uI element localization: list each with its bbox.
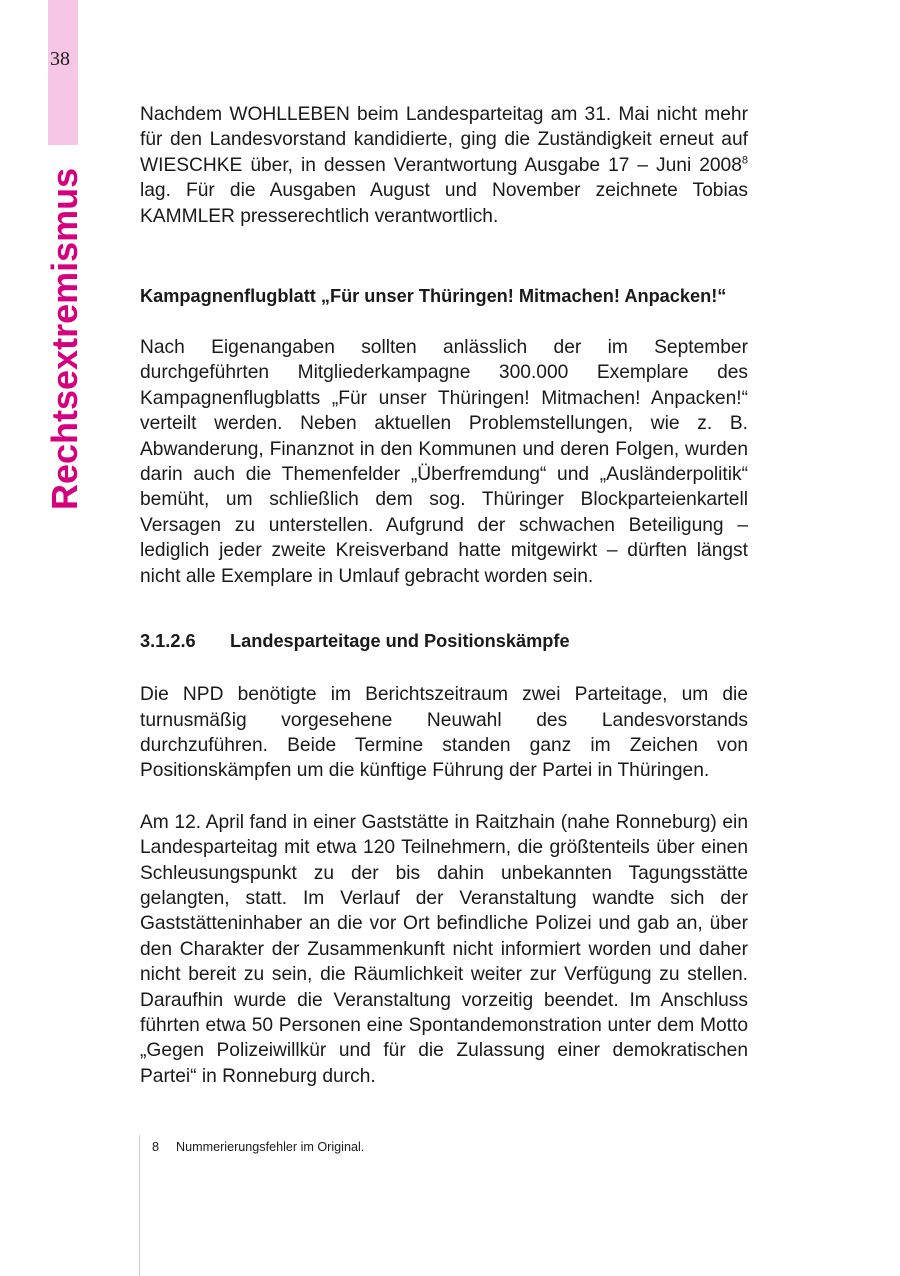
paragraph-1: [140, 102, 748, 229]
section-number: 3.1.2.6: [140, 631, 196, 652]
footnote-divider: [139, 1135, 140, 1276]
paragraph-2: Nach Eigenangaben sollten anlässlich der im September durchgeführten Mitgliederkampagne 300.000 Exemplare des Kampagnenflugblatts „Für unser Thüringen! Mitmachen! Anpacken!“ verteilt werden. Neben aktuellen Problemstellungen, wie z. B. Abwanderung, Finanznot in den Kommunen und deren Folgen, wurden darin auch die Themenfelder „Überfremdung“ und „Ausländerpolitik“ bemüht, um schließlich dem sog. Thüringer Blockparteienkartell Versagen zu unterstellen. Aufgrund der schwachen Beteiligung – lediglich jeder zweite Kreisverband hatte mitgewirkt – dürften längst nicht alle Exemplare in Umlauf gebracht worden sein.: [140, 337, 748, 587]
paragraph-4: Am 12. April fand in einer Gaststätte in Raitzhain (nahe Ronneburg) ein Landesparteitag mit etwa 120 Teilnehmern, die größtenteils über einen Schleusungspunkt zu der bis dahin unbekannten Tagungsstätte gelangten, statt. Im Verlauf der Veranstaltung wandte sich der Gaststätteninhaber an die vor Ort befindliche Polizei und gab an, über den Charakter der Zusammenkunft nicht informiert worden und daher nicht bereit zu sein, die Räumlichkeit weiter zur Verfügung zu stellen. Daraufhin wurde die Veranstaltung vorzeitig beendet. Im Anschluss führten etwa 50 Personen eine Spontandemonstration unter dem Motto „Gegen Polizeiwillkür und für die Zulassung einer demokratischen Partei“ in Ronneburg durch.: [140, 811, 748, 1087]
section-label: Rechtsextremismus: [44, 167, 85, 510]
paragraph-1-text-b: lag. Für die Ausgaben August und November zeichnete Tobias KAMMLER presserechtlich verantwortlich.: [140, 180, 748, 227]
section-heading: [140, 629, 748, 654]
section-tab: [48, 0, 78, 145]
page-number: 38: [50, 48, 70, 70]
main-content: [140, 102, 748, 1089]
paragraph-1-text-a: Nachdem WOHLLEBEN beim Landesparteitag am 31. Mai nicht mehr für den Landesvorstand kandidierte, ging die Zuständigkeit erneut auf WIESCHKE über, in dessen Verantwortung Ausgabe 17 – Juni 2008: [140, 104, 748, 176]
paragraph-3: Die NPD benötigte im Berichtszeitraum zwei Parteitage, um die turnusmäßig vorgesehene Neuwahl des Landesvorstands durchzuführen. Beide Termine standen ganz im Zeichen von Positionskämpfen um die künftige Führung der Partei in Thüringen.: [140, 684, 748, 782]
footnote-number: 8: [152, 1140, 160, 1154]
footnote-reference: 8: [741, 154, 748, 167]
heading-kampagnenflugblatt: Kampagnenflugblatt „Für unser Thüringen! Mitmachen! Anpacken!“: [140, 286, 727, 307]
section-title: Landesparteitage und Positionskämpfe: [230, 631, 570, 652]
footnote-text: Nummerierungsfehler im Original.: [176, 1140, 365, 1154]
footnote: [152, 1140, 364, 1154]
